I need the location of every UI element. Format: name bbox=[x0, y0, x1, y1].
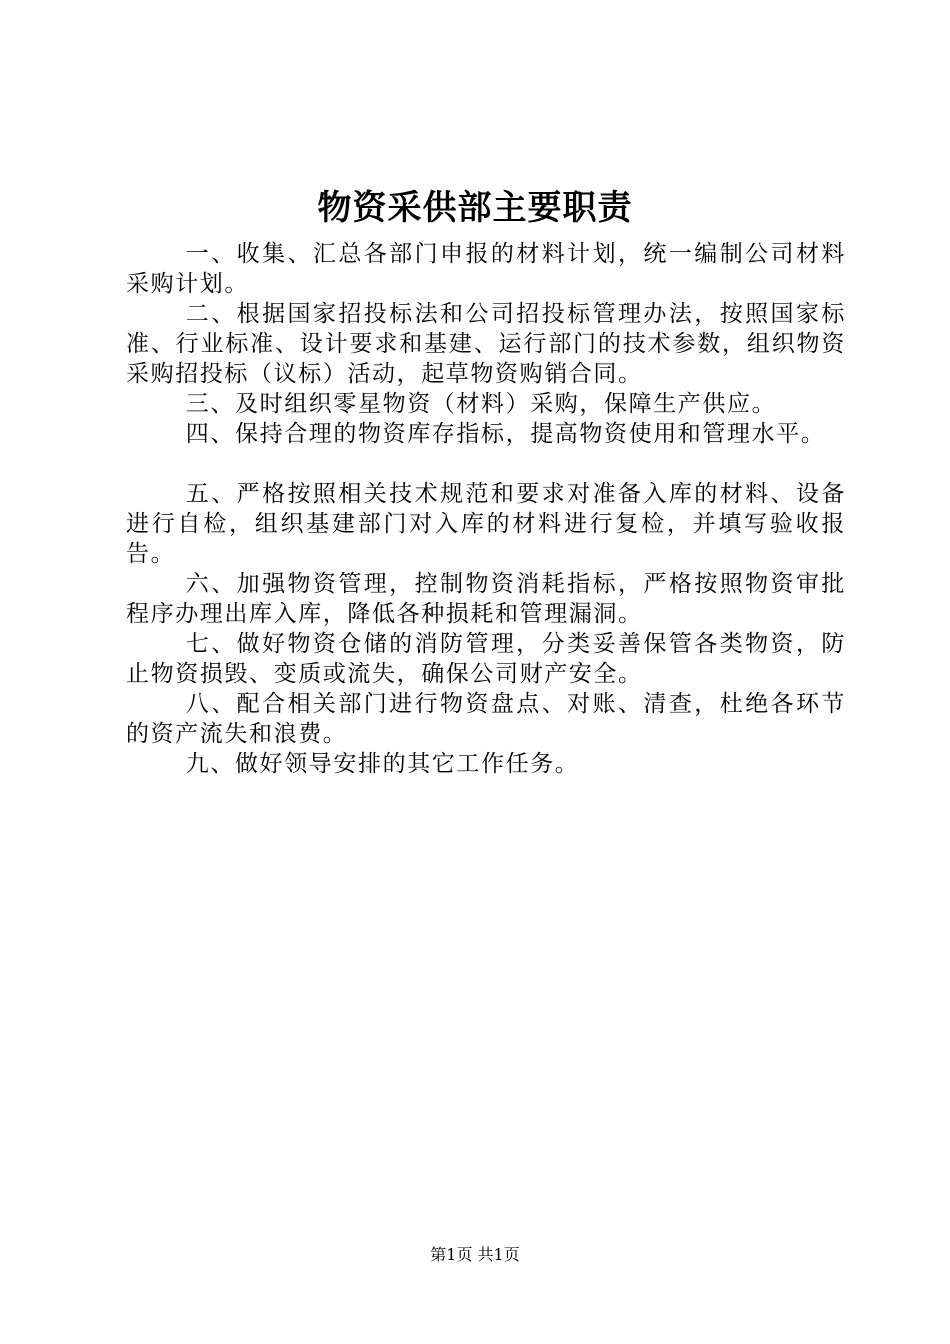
paragraph-9: 九、做好领导安排的其它工作任务。 bbox=[185, 751, 580, 777]
paragraph-3: 三、及时组织零星物资（材料）采购，保障生产供应。 bbox=[185, 391, 777, 417]
paragraph-7: 七、做好物资仓储的消防管理，分类妥善保管各类物资，防止物资损毁、变质或流失，确保公司财产安全。 bbox=[126, 631, 846, 687]
paragraph-1: 一、收集、汇总各部门申报的材料计划，统一编制公司材料采购计划。 bbox=[126, 241, 846, 297]
document-title: 物资采供部主要职责 bbox=[317, 188, 633, 228]
page-footer: 第1页 共1页 bbox=[430, 1245, 520, 1264]
paragraph-6: 六、加强物资管理，控制物资消耗指标，严格按照物资审批程序办理出库入库，降低各种损耗和管理漏洞。 bbox=[126, 571, 846, 627]
paragraph-4: 四、保持合理的物资库存指标，提高物资使用和管理水平。 bbox=[185, 421, 826, 447]
paragraph-8: 八、配合相关部门进行物资盘点、对账、清查，杜绝各环节的资产流失和浪费。 bbox=[126, 691, 846, 747]
paragraph-2: 二、根据国家招投标法和公司招投标管理办法，按照国家标准、行业标准、设计要求和基建、运行部门的技术参数，组织物资采购招投标（议标）活动，起草物资购销合同。 bbox=[126, 301, 846, 387]
paragraph-5: 五、严格按照相关技术规范和要求对准备入库的材料、设备进行自检，组织基建部门对入库的材料进行复检，并填写验收报告。 bbox=[126, 481, 846, 567]
document-body bbox=[126, 239, 846, 779]
